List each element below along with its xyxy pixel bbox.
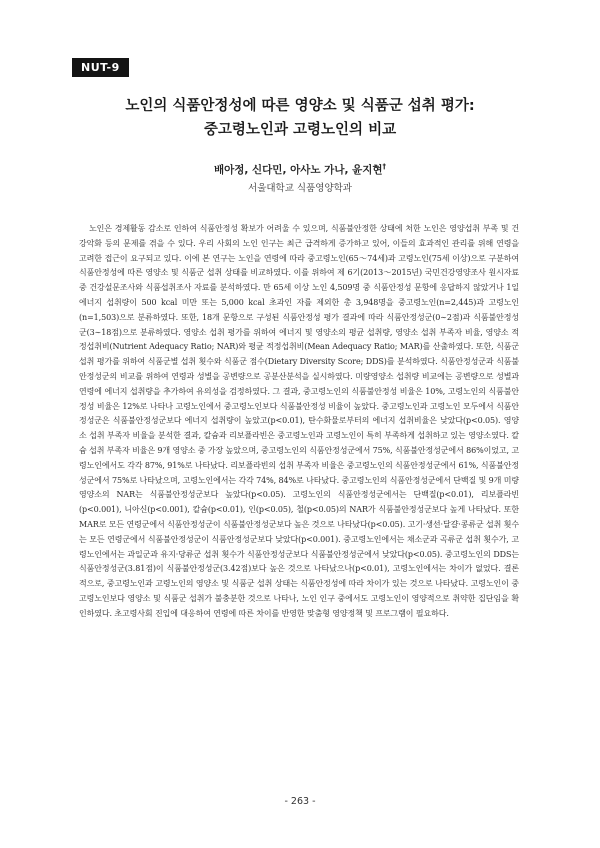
- page-number: - 263 -: [284, 796, 316, 807]
- corresponding-author-marker: †: [382, 162, 387, 171]
- title-line-2: 중고령노인과 고령노인의 비교: [203, 122, 397, 138]
- title-line-1: 노인의 식품안정성에 따른 영양소 및 식품군 섭취 평가:: [125, 98, 475, 114]
- author-names: 배아정, 신다민, 아사노 가나, 윤지현: [213, 164, 383, 176]
- session-badge: NUT-9: [72, 58, 129, 77]
- affiliation: 서울대학교 식품영양학과: [248, 183, 352, 194]
- author-list: [60, 162, 540, 177]
- paper-title: [60, 94, 540, 142]
- abstract-body: 노인은 경제활동 감소로 인하여 식품안정성 확보가 어려울 수 있으며, 식품불안정한 상태에 처한 노인은 영양섭취 부족 및 건강악화 등의 문제를 겪을 수 있다. 우리 사회의 노인 인구는 최근 급격하게 증가하고 있어, 이들의 효과적인 관리를 위해 연령을 고려한 접근이 요구되고 있다. 이에 본 연구는 노인을 연령에 따라 중고령노인(65～74세)과 고령노인(75세 이상)으로 구분하여 식품안정성에 따른 영양소 및 식품군 섭취 상태를 비교하였다. 이를 위하여 제 6기(2013～2015년) 국민건강영양조사 원시자료 중 건강설문조사와 식품섭취조사 자료를 분석하였다. 만 65세 이상 노인 4,509명 중 식품안정성 문항에 응답하지 않았거나 1일 에너지 섭취량이 500 kcal 미만 또는 5,000 kcal 초과인 자를 제외한 총 3,948명을 중고령노인(n=2,445)과 고령노인(n=1,503)으로 분류하였다. 또한, 18개 문항으로 구성된 식품안정성 평가 결과에 따라 식품안정성군(0∼2점)과 식품불안정성군(3∼18점)으로 분류하였다. 영양소 섭취 평가를 위하여 에너지 및 영양소의 평균 섭취량, 영양소 섭취 부족자 비율, 영양소 적정섭취비(Nutrient Adequacy Ratio; NAR)와 평균 적정섭취비(Mean Adequacy Ratio; MAR)를 산출하였다. 또한, 식품군 섭취 평가를 위하여 식품군별 섭취 횟수와 식품군 점수(Dietary Diversity Score; DDS)를 분석하였다. 식품안정성군과 식품불안정성군의 비교를 위하여 연령과 성별을 공변량으로 공분산분석을 실시하였다. 미량영양소 섭취량 비교에는 공변량으로 성별과 연령에 에너지 섭취량을 추가하여 유의성을 검정하였다. 그 결과, 중고령노인의 식품불안정성 비율은 10%, 고령노인의 식품불안정성 비율은 12%로 나타나 고령노인에서 중고령노인보다 식품불안정성 비율이 높았다. 중고령노인과 고령노인 모두에서 식품안정성군은 식품불안정성군보다 에너지 섭취량이 높았고(p<0.01), 탄수화물로부터의 에너지 섭취비율은 낮았다(p<0.05). 영양소 섭취 부족자 비율을 분석한 결과, 칼슘과 리보플라빈은 중고령노인과 고령노인이 특히 부족하게 섭취하고 있는 영양소였다. 칼슘 섭취 부족자 비율은 9개 영양소 중 가장 높았으며, 중고령노인의 식품안정성군에서 75%, 식품불안정성군에서 86%이었고, 고령노인에서도 각각 87%, 91%로 나타났다. 리보플라빈의 섭취 부족자 비율은 중고령노인의 식품안정성군에서 61%, 식품불안정성군에서 75%로 나타났으며, 고령노인에서는 각각 74%, 84%로 나타났다. 중고령노인의 식품안정성군에서 단백질 및 9개 미량영양소의 NAR는 식품불안정성군보다 높았다(p<0.05). 고령노인의 식품안정성군에서는 단백질(p<0.01), 리보플라빈(p<0.001), 니아신(p<0.001), 칼슘(p<0.01), 인(p<0.05), 철(p<0.05)의 NAR가 식품불안정성군보다 높게 나타났다. 또한 MAR로 모든 연령군에서 식품안정성군이 식품불안정성군보다 높은 것으로 나타났다(p<0.05). 고기·생선·달걀·콩류군 섭취 횟수는 모든 연령군에서 식품불안정성군이 식품안정성군보다 낮았다(p<0.001). 중고령노인에서는 채소군과 곡류군 섭취 횟수가, 고령노인에서는 과일군과 유지·당류군 섭취 횟수가 식품안정성군보다 식품불안정성군에서 낮았다(p<0.05). 중고령노인의 DDS는 식품안정성군(3.81점)이 식품불안정성군(3.42점)보다 높은 것으로 나타났으나(p<0.01), 고령노인에서는 차이가 없었다. 결론적으로, 중고령노인과 고령노인의 영양소 및 식품군 섭취 상태는 식품안정성에 따라 차이가 있는 것으로 나타났다. 고령노인이 중고령노인보다 영양소 및 식품군 섭취가 불충분한 것으로 나타나, 노인 인구 중에서도 고령노인이 영양적으로 취약한 집단임을 확인하였다. 초고령사회 진입에 대응하여 연령에 따른 차이를 반영한 맞춤형 영양정책 및 프로그램이 필요하다.: [79, 224, 519, 618]
